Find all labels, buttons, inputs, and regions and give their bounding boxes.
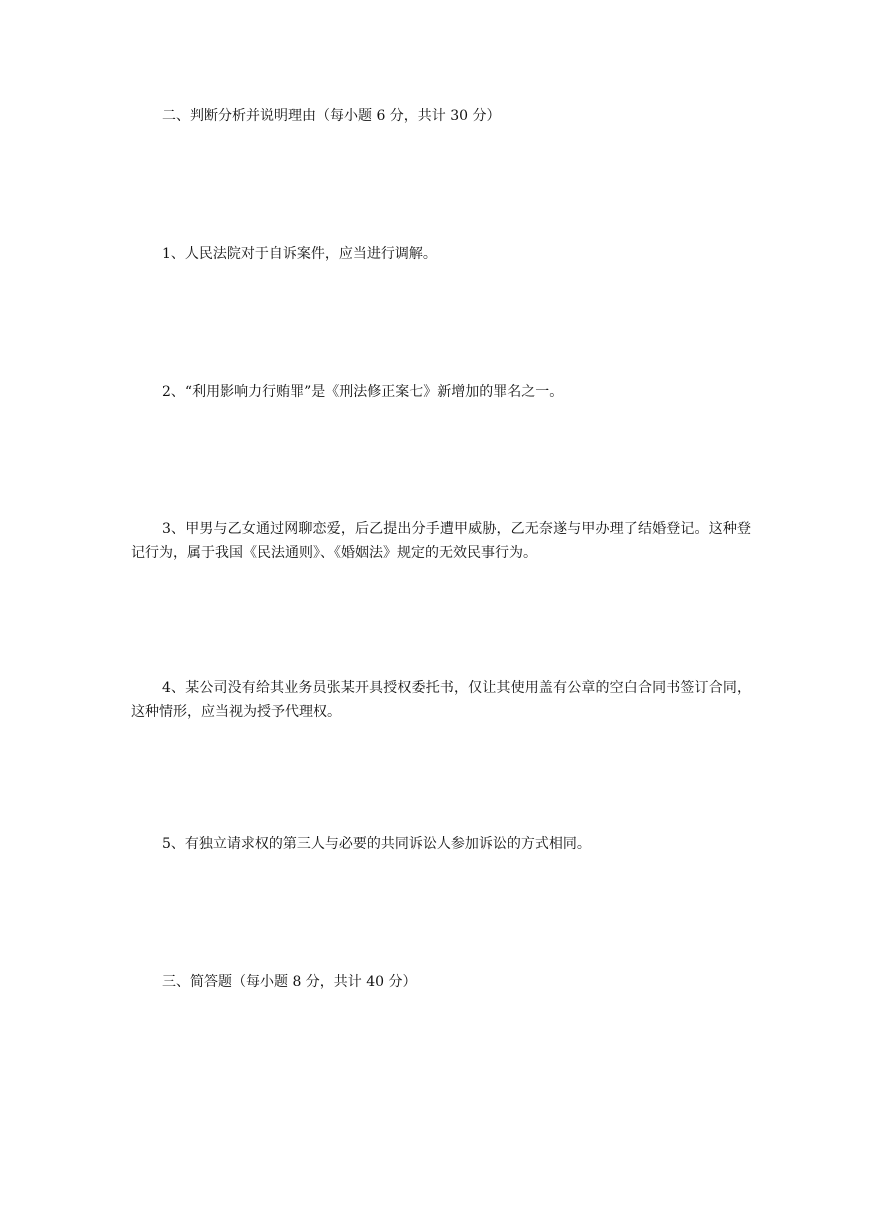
question-3: 3、甲男与乙女通过网聊恋爱，后乙提出分手遭甲威胁，乙无奈遂与甲办理了结婚登记。这种登记行为，属于我国《民法通则》、《婚姻法》规定的无效民事行为。	[131, 521, 751, 561]
question-1: 1、人民法院对于自诉案件，应当进行调解。	[162, 246, 437, 262]
section-heading-short-answer: 三、简答题（每小题 8 分，共计 40 分）	[162, 974, 417, 990]
question-4: 4、某公司没有给其业务员张某开具授权委托书，仅让其使用盖有公章的空白合同书签订合同，这种情形，应当视为授予代理权。	[131, 680, 751, 720]
question-2: 2、“利用影响力行贿罪”是《刑法修正案七》新增加的罪名之一。	[162, 384, 564, 400]
section-heading-judgment-analysis: 二、判断分析并说明理由（每小题 6 分，共计 30 分）	[162, 108, 501, 124]
question-5: 5、有独立请求权的第三人与必要的共同诉讼人参加诉讼的方式相同。	[162, 836, 591, 852]
